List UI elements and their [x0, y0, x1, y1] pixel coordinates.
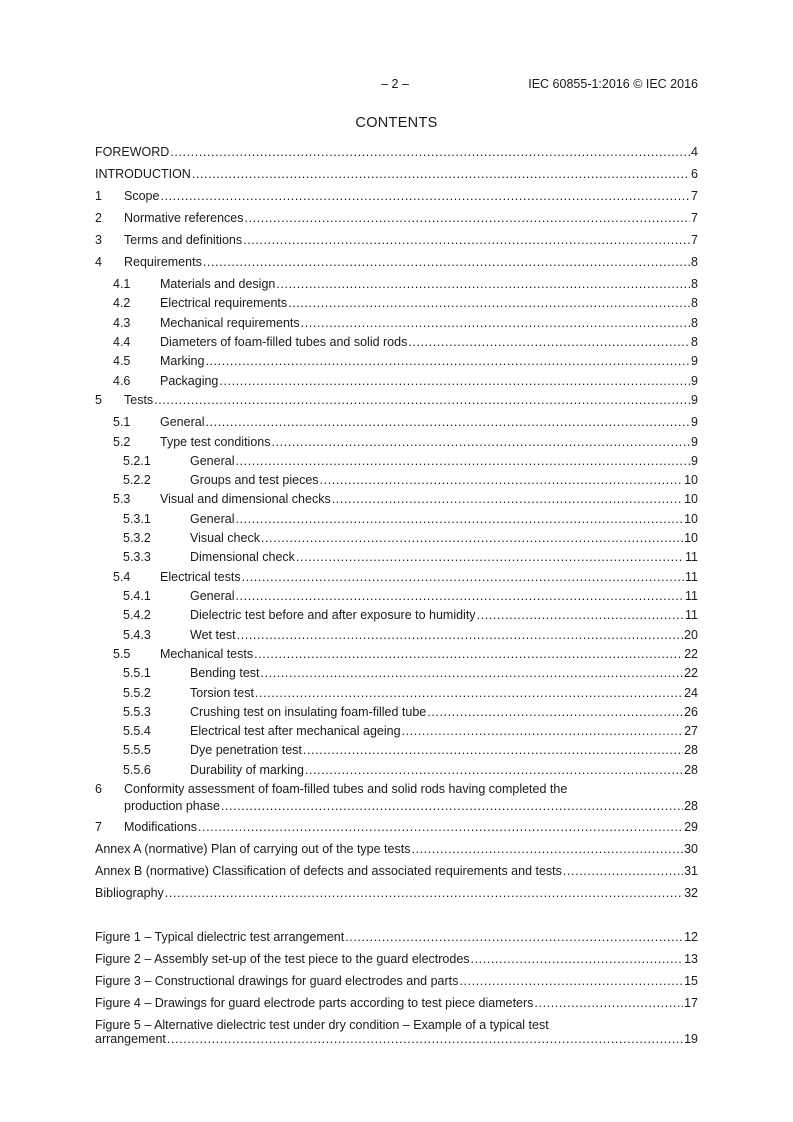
toc-entry-page: 4	[691, 145, 698, 159]
toc-entry-page: 8	[691, 296, 698, 310]
dot-leader	[237, 628, 683, 642]
toc-entry-number: 4.6	[113, 374, 131, 388]
toc-entry-label: Electrical requirements	[160, 296, 288, 310]
toc-entry-page: 11	[685, 570, 698, 584]
toc-entry-page: 11	[685, 608, 698, 622]
page-number: – 2 –	[381, 77, 409, 91]
toc-entry-page: 28	[684, 743, 698, 757]
toc-entry-number: 5.2	[113, 435, 131, 449]
page-title: CONTENTS	[355, 115, 438, 131]
dot-leader	[242, 570, 684, 584]
dot-leader	[402, 724, 684, 738]
toc-entry-number: 5.4	[113, 570, 131, 584]
toc-entry-page: 8	[691, 277, 698, 291]
toc-entry-number: 5.3.3	[123, 550, 151, 564]
dot-leader	[276, 277, 690, 291]
toc-entry-page: 30	[684, 842, 698, 856]
toc-entry-page: 9	[691, 454, 698, 468]
toc-entry-page: 27	[684, 724, 698, 738]
toc-entry-label: Dielectric test before and after exposure to humidity	[190, 608, 476, 622]
toc-entry-number: 4.4	[113, 335, 131, 349]
dot-leader	[303, 743, 683, 757]
dot-leader	[477, 608, 684, 622]
toc-entry-label: INTRODUCTION	[95, 167, 191, 181]
dot-leader	[154, 393, 690, 407]
toc-entry-number: 5.5.3	[123, 705, 151, 719]
toc-entry-page: 7	[691, 233, 698, 247]
toc-entry-label: Dye penetration test	[190, 743, 302, 757]
toc-entry-label: Terms and definitions	[124, 233, 243, 247]
dot-leader	[235, 589, 684, 603]
figure-entry-label: Figure 4 – Drawings for guard electrode parts according to test piece diameters	[95, 996, 534, 1010]
dot-leader	[261, 666, 684, 680]
toc-entry-page: 7	[691, 211, 698, 225]
toc-entry-label: Modifications	[124, 820, 197, 834]
toc-entry-label: Marking	[160, 354, 205, 368]
toc-entry-number: 5.1	[113, 415, 131, 429]
toc-entry-number: 5.2.1	[123, 454, 151, 468]
figure-entry-page: 15	[684, 974, 698, 988]
toc-entry-number: 5.4.2	[123, 608, 151, 622]
figure-entry-label: Figure 2 – Assembly set-up of the test piece to the guard electrodes	[95, 952, 470, 966]
toc-entry-page: 9	[691, 374, 698, 388]
toc-entry-label: General	[160, 415, 205, 429]
toc-entry-page: 7	[691, 189, 698, 203]
toc-entry-label: Requirements	[124, 255, 202, 269]
toc-entry-label: Diameters of foam-filled tubes and solid rods	[160, 335, 408, 349]
toc-entry-page: 31	[684, 864, 698, 878]
toc-entry-label: Materials and design	[160, 277, 276, 291]
figure-entry-page: 12	[684, 930, 698, 944]
toc-entry-number: 5.5.6	[123, 763, 151, 777]
dot-leader	[221, 799, 683, 813]
toc-entry-label: Scope	[124, 189, 160, 203]
dot-leader	[305, 763, 683, 777]
dot-leader	[301, 316, 690, 330]
toc-entry-number: 5.3.1	[123, 512, 151, 526]
figure-entry-page: 17	[684, 996, 698, 1010]
toc-entry-page: 9	[691, 393, 698, 407]
toc-entry-number: 5	[95, 393, 102, 407]
dot-leader	[261, 531, 683, 545]
figure-list-entry[interactable]	[95, 952, 698, 966]
toc-entry-page: 10	[684, 492, 698, 506]
toc-entry-number: 7	[95, 820, 102, 834]
dot-leader	[167, 1032, 683, 1046]
toc-entry-page: 9	[691, 354, 698, 368]
dot-leader	[471, 952, 684, 966]
toc-entry-number: 5.5.4	[123, 724, 151, 738]
dot-leader	[219, 374, 690, 388]
toc-entry-label: Normative references	[124, 211, 244, 225]
dot-leader	[427, 705, 683, 719]
dot-leader	[459, 974, 683, 988]
toc-entry-label: FOREWORD	[95, 145, 170, 159]
toc-entry-label: Mechanical requirements	[160, 316, 300, 330]
toc-entry-number: 4.2	[113, 296, 131, 310]
dot-leader	[205, 354, 690, 368]
toc-entry-label: General	[190, 454, 235, 468]
toc-entry-number: 5.3	[113, 492, 131, 506]
dot-leader	[243, 233, 690, 247]
toc-entry-label: Crushing test on insulating foam-filled tube	[190, 705, 427, 719]
figure-entry-page: 19	[684, 1032, 698, 1046]
toc-entry-page: 8	[691, 335, 698, 349]
toc-entry-number: 4.5	[113, 354, 131, 368]
toc-entry-number: 1	[95, 189, 102, 203]
dot-leader	[288, 296, 690, 310]
dot-leader	[192, 167, 690, 181]
dot-leader	[254, 647, 683, 661]
toc-entry-label: Durability of marking	[190, 763, 304, 777]
toc-entry-page: 22	[684, 647, 698, 661]
dot-leader	[563, 864, 683, 878]
toc-entry-label: Electrical test after mechanical ageing	[190, 724, 401, 738]
toc-entry-number: 5.4.3	[123, 628, 151, 642]
toc-entry-label: Conformity assessment of foam-filled tubes and solid rods having completed the	[124, 782, 568, 796]
toc-entry-label: Bibliography	[95, 886, 164, 900]
toc-entry-number: 4.1	[113, 277, 131, 291]
toc-entry-label: Torsion test	[190, 686, 254, 700]
dot-leader	[235, 454, 690, 468]
toc-entry-label: Mechanical tests	[160, 647, 254, 661]
toc-entry-page: 20	[684, 628, 698, 642]
dot-leader	[165, 886, 683, 900]
toc-entry-label: Visual and dimensional checks	[160, 492, 331, 506]
figure-list-entry[interactable]	[95, 974, 698, 988]
toc-entry-page: 28	[684, 799, 698, 813]
dot-leader	[203, 255, 690, 269]
figure-entry-label-continued: arrangement	[95, 1032, 166, 1046]
toc-entry-label: Groups and test pieces	[190, 473, 319, 487]
dot-leader	[534, 996, 683, 1010]
toc-entry-page: 22	[684, 666, 698, 680]
toc-entry-page: 8	[691, 316, 698, 330]
toc-entry-label: Annex A (normative) Plan of carrying out of the type tests	[95, 842, 411, 856]
standard-reference: IEC 60855-1:2016 © IEC 2016	[528, 77, 698, 91]
figure-list-entry[interactable]	[95, 930, 698, 944]
dot-leader	[160, 189, 690, 203]
toc-entry-label: Packaging	[160, 374, 219, 388]
toc-entry-number: 5.5.2	[123, 686, 151, 700]
toc-entry-label-continued: production phase	[124, 799, 220, 813]
dot-leader	[245, 211, 691, 225]
toc-entry-label: Bending test	[190, 666, 260, 680]
dot-leader	[198, 820, 683, 834]
toc-entry-number: 2	[95, 211, 102, 225]
toc-entry-label: Type test conditions	[160, 435, 271, 449]
toc-entry-label: Tests	[124, 393, 154, 407]
toc-entry-page: 10	[684, 531, 698, 545]
toc-entry-page: 6	[691, 167, 698, 181]
dot-leader	[345, 930, 683, 944]
toc-entry-page: 9	[691, 435, 698, 449]
figure-entry-page: 13	[684, 952, 698, 966]
toc-entry-label: Dimensional check	[190, 550, 295, 564]
toc-entry-page: 24	[684, 686, 698, 700]
dot-leader	[320, 473, 684, 487]
toc-entry-label: Electrical tests	[160, 570, 241, 584]
toc-entry-number: 5.4.1	[123, 589, 151, 603]
figure-entry-label: Figure 1 – Typical dielectric test arrangement	[95, 930, 345, 944]
toc-entry-number: 5.5	[113, 647, 131, 661]
dot-leader	[411, 842, 683, 856]
toc-entry-label: General	[190, 589, 235, 603]
dot-leader	[235, 512, 683, 526]
dot-leader	[271, 435, 690, 449]
figure-list-entry[interactable]	[95, 996, 698, 1010]
dot-leader	[408, 335, 690, 349]
dot-leader	[205, 415, 690, 429]
toc-entry-page: 10	[684, 473, 698, 487]
toc-entry-number: 4.3	[113, 316, 131, 330]
toc-entry-number: 5.5.5	[123, 743, 151, 757]
toc-entry-page: 10	[684, 512, 698, 526]
toc-entry-number: 4	[95, 255, 102, 269]
toc-entry-label: Visual check	[190, 531, 260, 545]
toc-entry-page: 9	[691, 415, 698, 429]
dot-leader	[170, 145, 690, 159]
dot-leader	[296, 550, 684, 564]
dot-leader	[332, 492, 683, 506]
toc-entry-page: 28	[684, 763, 698, 777]
toc-entry-number: 5.3.2	[123, 531, 151, 545]
toc-entry-page: 8	[691, 255, 698, 269]
toc-entry-page: 32	[684, 886, 698, 900]
toc-entry-label: Annex B (normative) Classification of defects and associated requirements and tests	[95, 864, 562, 878]
toc-entry-number: 3	[95, 233, 102, 247]
toc-entry-number: 5.2.2	[123, 473, 151, 487]
dot-leader	[255, 686, 683, 700]
toc-entry-label: General	[190, 512, 235, 526]
toc-entry-page: 29	[684, 820, 698, 834]
toc-entry-page: 11	[685, 589, 698, 603]
figure-entry-label: Figure 5 – Alternative dielectric test under dry condition – Example of a typical test	[95, 1018, 549, 1032]
toc-entry-label: Wet test	[190, 628, 236, 642]
figure-entry-label: Figure 3 – Constructional drawings for guard electrodes and parts	[95, 974, 459, 988]
figure-list-entry[interactable]	[95, 1018, 698, 1046]
toc-entry-number: 6	[95, 782, 102, 796]
toc-entry-number: 5.5.1	[123, 666, 151, 680]
toc-entry-page: 26	[684, 705, 698, 719]
toc-entry-page: 11	[685, 550, 698, 564]
